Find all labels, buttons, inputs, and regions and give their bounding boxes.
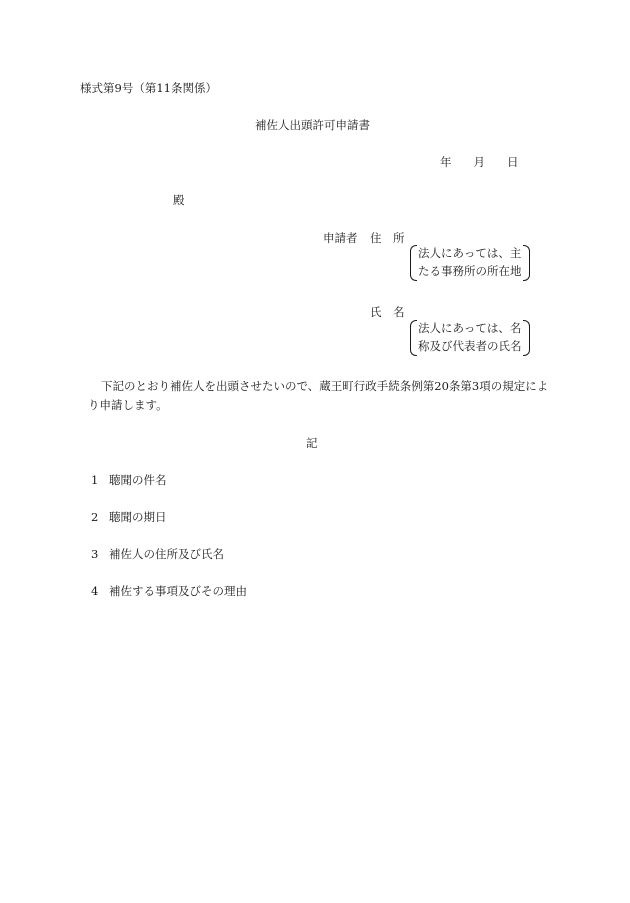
bracket-left xyxy=(410,245,417,281)
address-note-line-1: 法人にあっては、主 xyxy=(418,246,522,260)
addressee-suffix: 殿 xyxy=(173,193,185,207)
applicant-label: 申請者 xyxy=(323,231,358,245)
item-text: 補佐人の住所及び氏名 xyxy=(109,547,224,561)
address-label: 住 所 xyxy=(370,231,405,245)
body-text-line-1: 下記のとおり補佐人を出頭させたいので、蔵王町行政手続条例第20条第3項の規定によ xyxy=(101,379,549,393)
bracket-right xyxy=(523,245,530,281)
date-line xyxy=(440,156,519,170)
bracket-left xyxy=(410,320,417,356)
ki-heading: 記 xyxy=(306,436,318,450)
item-number: 2 xyxy=(91,510,99,524)
date-year-label: 年 xyxy=(440,155,452,169)
form-number: 様式第9号（第11条関係） xyxy=(80,81,217,95)
date-day-label: 日 xyxy=(507,155,519,169)
document-title: 補佐人出頭許可申請書 xyxy=(255,118,370,132)
list-item xyxy=(91,511,167,525)
bracket-right xyxy=(523,320,530,356)
item-text: 補佐する事項及びその理由 xyxy=(109,584,247,598)
address-note-line-2: たる事務所の所在地 xyxy=(418,264,522,278)
address-note xyxy=(410,245,530,281)
item-number: 4 xyxy=(91,584,99,598)
name-note-line-1: 法人にあっては、名 xyxy=(418,321,522,335)
date-month-label: 月 xyxy=(473,155,485,169)
list-item xyxy=(91,585,247,599)
name-label: 氏 名 xyxy=(370,305,405,319)
body-text-line-2: り申請します。 xyxy=(88,398,168,412)
item-text: 聴聞の件名 xyxy=(109,473,167,487)
list-item xyxy=(91,548,224,562)
item-number: 1 xyxy=(91,473,99,487)
name-note-line-2: 称及び代表者の氏名 xyxy=(418,339,522,353)
item-text: 聴聞の期日 xyxy=(109,510,167,524)
name-note xyxy=(410,320,530,356)
item-number: 3 xyxy=(91,547,99,561)
list-item xyxy=(91,474,167,488)
